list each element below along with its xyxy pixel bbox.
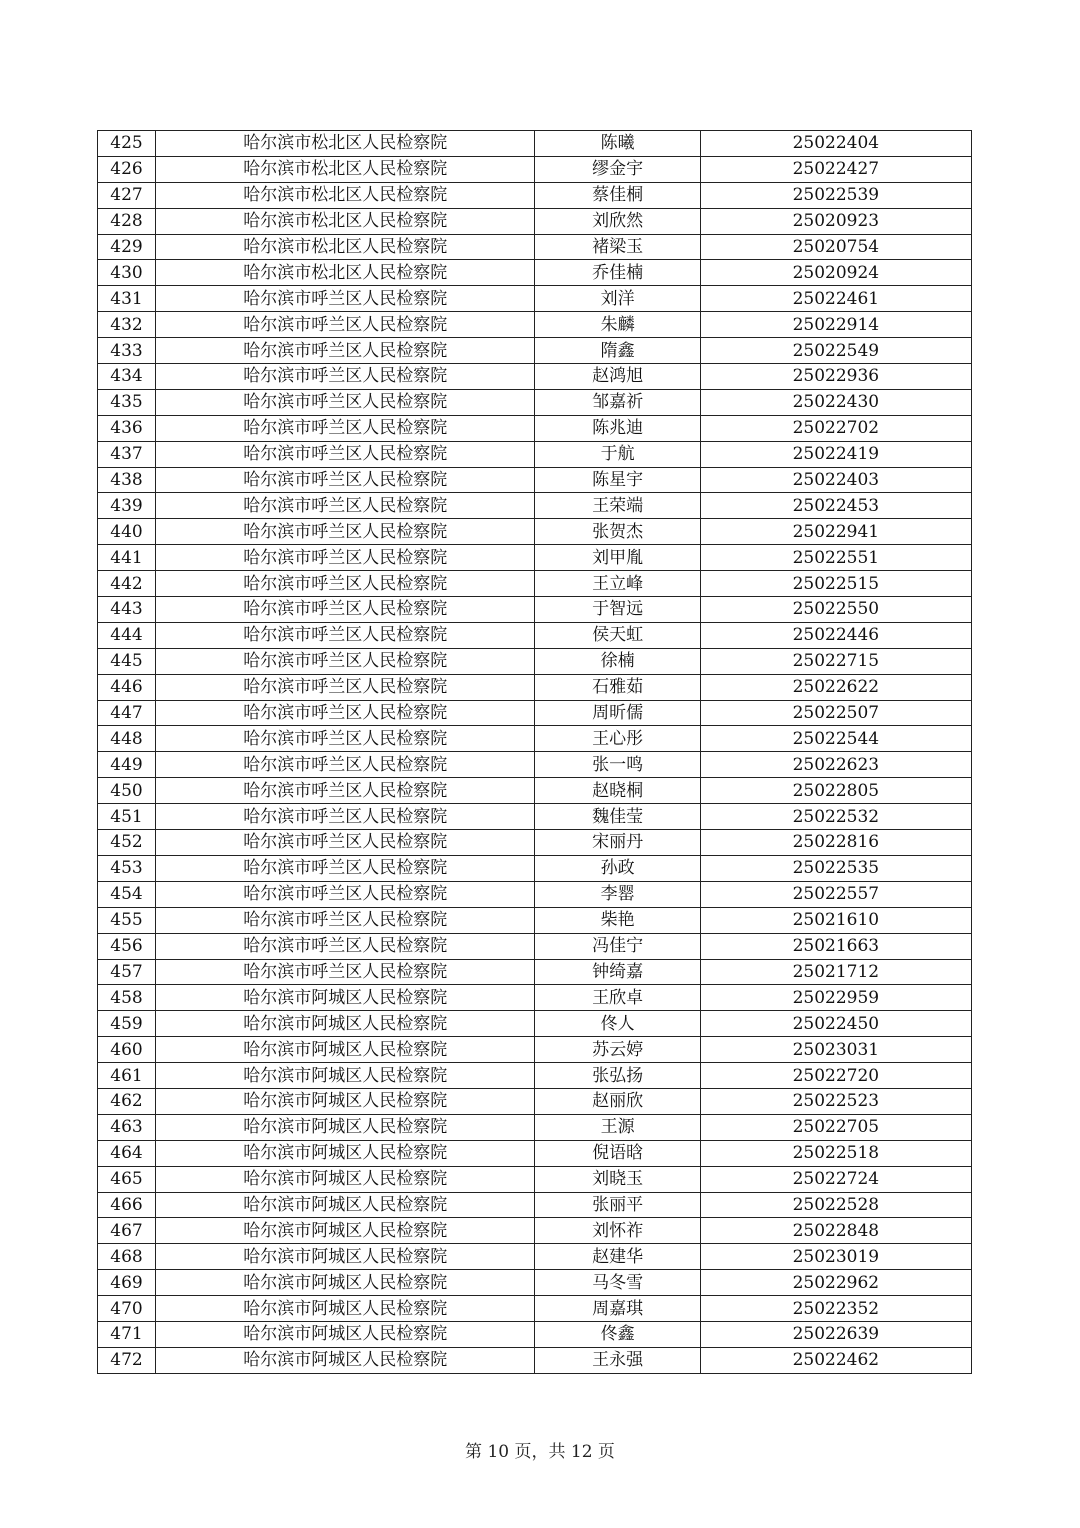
person-name-cell: 乔佳楠 (535, 260, 700, 286)
row-number-cell: 444 (98, 622, 156, 648)
unit-name-cell: 哈尔滨市阿城区人民检察院 (156, 1063, 535, 1089)
table-row (98, 700, 972, 726)
table-row (98, 907, 972, 933)
person-name-cell: 周嘉琪 (535, 1296, 700, 1322)
unit-name-cell: 哈尔滨市呼兰区人民检察院 (156, 571, 535, 597)
unit-name-cell: 哈尔滨市呼兰区人民检察院 (156, 881, 535, 907)
row-number-cell: 456 (98, 933, 156, 959)
table-row (98, 1037, 972, 1063)
person-name-cell: 马冬雪 (535, 1270, 700, 1296)
person-name-cell: 朱麟 (535, 312, 700, 338)
person-name-cell: 陈星宇 (535, 467, 700, 493)
person-name-cell: 钟绮嘉 (535, 959, 700, 985)
unit-name-cell: 哈尔滨市呼兰区人民检察院 (156, 674, 535, 700)
row-number-cell: 461 (98, 1063, 156, 1089)
table-row (98, 545, 972, 571)
table-row (98, 519, 972, 545)
row-number-cell: 468 (98, 1244, 156, 1270)
exam-id-cell: 25022848 (700, 1218, 971, 1244)
table-row (98, 1140, 972, 1166)
person-name-cell: 缪金宇 (535, 156, 700, 182)
table-row (98, 260, 972, 286)
exam-id-cell: 25022461 (700, 286, 971, 312)
table-row (98, 1166, 972, 1192)
unit-name-cell: 哈尔滨市呼兰区人民检察院 (156, 752, 535, 778)
person-name-cell: 王立峰 (535, 571, 700, 597)
person-name-cell: 王源 (535, 1114, 700, 1140)
table-row (98, 312, 972, 338)
unit-name-cell: 哈尔滨市阿城区人民检察院 (156, 1011, 535, 1037)
exam-id-cell: 25022430 (700, 389, 971, 415)
row-number-cell: 437 (98, 441, 156, 467)
exam-id-cell: 25020754 (700, 234, 971, 260)
row-number-cell: 436 (98, 415, 156, 441)
exam-id-cell: 25022549 (700, 338, 971, 364)
table-row (98, 985, 972, 1011)
row-number-cell: 448 (98, 726, 156, 752)
exam-id-cell: 25022535 (700, 855, 971, 881)
unit-name-cell: 哈尔滨市松北区人民检察院 (156, 234, 535, 260)
row-number-cell: 459 (98, 1011, 156, 1037)
person-name-cell: 赵晓桐 (535, 778, 700, 804)
row-number-cell: 452 (98, 830, 156, 856)
unit-name-cell: 哈尔滨市阿城区人民检察院 (156, 1114, 535, 1140)
unit-name-cell: 哈尔滨市呼兰区人民检察院 (156, 778, 535, 804)
table-row (98, 1011, 972, 1037)
row-number-cell: 445 (98, 648, 156, 674)
person-name-cell: 王永强 (535, 1347, 700, 1373)
exam-id-cell: 25022450 (700, 1011, 971, 1037)
row-number-cell: 426 (98, 156, 156, 182)
table-row (98, 364, 972, 390)
table-row (98, 1244, 972, 1270)
exam-id-cell: 25022528 (700, 1192, 971, 1218)
person-name-cell: 苏云婷 (535, 1037, 700, 1063)
table-row (98, 1063, 972, 1089)
row-number-cell: 427 (98, 182, 156, 208)
row-number-cell: 439 (98, 493, 156, 519)
exam-id-cell: 25022352 (700, 1296, 971, 1322)
table-row (98, 156, 972, 182)
row-number-cell: 463 (98, 1114, 156, 1140)
table-row (98, 1114, 972, 1140)
exam-id-cell: 25022551 (700, 545, 971, 571)
table-row (98, 648, 972, 674)
person-name-cell: 隋鑫 (535, 338, 700, 364)
table-row (98, 1192, 972, 1218)
exam-id-cell: 25022557 (700, 881, 971, 907)
unit-name-cell: 哈尔滨市呼兰区人民检察院 (156, 648, 535, 674)
exam-id-cell: 25022805 (700, 778, 971, 804)
table-row (98, 959, 972, 985)
table-row (98, 493, 972, 519)
person-name-cell: 王荣端 (535, 493, 700, 519)
exam-id-cell: 25022427 (700, 156, 971, 182)
exam-id-cell: 25023031 (700, 1037, 971, 1063)
row-number-cell: 450 (98, 778, 156, 804)
table-row (98, 571, 972, 597)
unit-name-cell: 哈尔滨市阿城区人民检察院 (156, 1088, 535, 1114)
row-number-cell: 458 (98, 985, 156, 1011)
unit-name-cell: 哈尔滨市松北区人民检察院 (156, 260, 535, 286)
table-row (98, 338, 972, 364)
unit-name-cell: 哈尔滨市呼兰区人民检察院 (156, 338, 535, 364)
person-name-cell: 倪语晗 (535, 1140, 700, 1166)
person-name-cell: 刘甲胤 (535, 545, 700, 571)
unit-name-cell: 哈尔滨市阿城区人民检察院 (156, 1244, 535, 1270)
exam-id-cell: 25022623 (700, 752, 971, 778)
row-number-cell: 431 (98, 286, 156, 312)
table-row (98, 830, 972, 856)
unit-name-cell: 哈尔滨市阿城区人民检察院 (156, 1037, 535, 1063)
table-row (98, 389, 972, 415)
person-name-cell: 宋丽丹 (535, 830, 700, 856)
person-name-cell: 孙政 (535, 855, 700, 881)
exam-id-cell: 25022622 (700, 674, 971, 700)
row-number-cell: 449 (98, 752, 156, 778)
person-name-cell: 邹嘉祈 (535, 389, 700, 415)
exam-id-cell: 25022453 (700, 493, 971, 519)
unit-name-cell: 哈尔滨市呼兰区人民检察院 (156, 493, 535, 519)
person-name-cell: 陈曦 (535, 131, 700, 157)
unit-name-cell: 哈尔滨市阿城区人民检察院 (156, 1321, 535, 1347)
row-number-cell: 457 (98, 959, 156, 985)
exam-id-cell: 25022941 (700, 519, 971, 545)
person-name-cell: 王心彤 (535, 726, 700, 752)
row-number-cell: 447 (98, 700, 156, 726)
row-number-cell: 462 (98, 1088, 156, 1114)
exam-id-cell: 25022446 (700, 622, 971, 648)
person-name-cell: 刘欣然 (535, 208, 700, 234)
table-row (98, 441, 972, 467)
person-name-cell: 张丽平 (535, 1192, 700, 1218)
table-row (98, 933, 972, 959)
unit-name-cell: 哈尔滨市阿城区人民检察院 (156, 1270, 535, 1296)
table-row (98, 1270, 972, 1296)
row-number-cell: 443 (98, 597, 156, 623)
row-number-cell: 472 (98, 1347, 156, 1373)
table-row (98, 415, 972, 441)
table-row (98, 1088, 972, 1114)
person-name-cell: 王欣卓 (535, 985, 700, 1011)
person-name-cell: 张一鸣 (535, 752, 700, 778)
unit-name-cell: 哈尔滨市阿城区人民检察院 (156, 1218, 535, 1244)
exam-id-cell: 25021712 (700, 959, 971, 985)
row-number-cell: 446 (98, 674, 156, 700)
row-number-cell: 438 (98, 467, 156, 493)
row-number-cell: 453 (98, 855, 156, 881)
unit-name-cell: 哈尔滨市松北区人民检察院 (156, 156, 535, 182)
exam-id-cell: 25022532 (700, 804, 971, 830)
exam-id-cell: 25022715 (700, 648, 971, 674)
row-number-cell: 435 (98, 389, 156, 415)
exam-id-cell: 25022419 (700, 441, 971, 467)
row-number-cell: 465 (98, 1166, 156, 1192)
row-number-cell: 430 (98, 260, 156, 286)
row-number-cell: 441 (98, 545, 156, 571)
roster-body (98, 131, 972, 1374)
exam-id-cell: 25022507 (700, 700, 971, 726)
person-name-cell: 佟人 (535, 1011, 700, 1037)
unit-name-cell: 哈尔滨市呼兰区人民检察院 (156, 907, 535, 933)
exam-id-cell: 25022639 (700, 1321, 971, 1347)
table-row (98, 1321, 972, 1347)
person-name-cell: 张贺杰 (535, 519, 700, 545)
unit-name-cell: 哈尔滨市阿城区人民检察院 (156, 1296, 535, 1322)
person-name-cell: 刘怀祚 (535, 1218, 700, 1244)
table-row (98, 674, 972, 700)
exam-id-cell: 25020923 (700, 208, 971, 234)
unit-name-cell: 哈尔滨市呼兰区人民检察院 (156, 726, 535, 752)
exam-id-cell: 25022544 (700, 726, 971, 752)
unit-name-cell: 哈尔滨市阿城区人民检察院 (156, 1140, 535, 1166)
table-row (98, 1296, 972, 1322)
exam-id-cell: 25022720 (700, 1063, 971, 1089)
unit-name-cell: 哈尔滨市阿城区人民检察院 (156, 985, 535, 1011)
exam-id-cell: 25022404 (700, 131, 971, 157)
person-name-cell: 于智远 (535, 597, 700, 623)
roster-table (97, 130, 972, 1374)
exam-id-cell: 25020924 (700, 260, 971, 286)
exam-id-cell: 25022724 (700, 1166, 971, 1192)
table-row (98, 804, 972, 830)
person-name-cell: 蔡佳桐 (535, 182, 700, 208)
row-number-cell: 464 (98, 1140, 156, 1166)
person-name-cell: 魏佳莹 (535, 804, 700, 830)
unit-name-cell: 哈尔滨市呼兰区人民检察院 (156, 286, 535, 312)
page-number-footer: 第 10 页，共 12 页 (465, 1442, 615, 1462)
unit-name-cell: 哈尔滨市呼兰区人民检察院 (156, 622, 535, 648)
exam-id-cell: 25022539 (700, 182, 971, 208)
row-number-cell: 434 (98, 364, 156, 390)
exam-id-cell: 25021663 (700, 933, 971, 959)
unit-name-cell: 哈尔滨市呼兰区人民检察院 (156, 364, 535, 390)
unit-name-cell: 哈尔滨市呼兰区人民检察院 (156, 804, 535, 830)
exam-id-cell: 25022936 (700, 364, 971, 390)
person-name-cell: 石雅茹 (535, 674, 700, 700)
person-name-cell: 佟鑫 (535, 1321, 700, 1347)
table-row (98, 467, 972, 493)
unit-name-cell: 哈尔滨市呼兰区人民检察院 (156, 700, 535, 726)
person-name-cell: 刘洋 (535, 286, 700, 312)
row-number-cell: 454 (98, 881, 156, 907)
row-number-cell: 428 (98, 208, 156, 234)
exam-id-cell: 25023019 (700, 1244, 971, 1270)
table-row (98, 597, 972, 623)
unit-name-cell: 哈尔滨市呼兰区人民检察院 (156, 312, 535, 338)
exam-id-cell: 25022816 (700, 830, 971, 856)
row-number-cell: 455 (98, 907, 156, 933)
unit-name-cell: 哈尔滨市松北区人民检察院 (156, 131, 535, 157)
table-row (98, 182, 972, 208)
person-name-cell: 冯佳宁 (535, 933, 700, 959)
unit-name-cell: 哈尔滨市阿城区人民检察院 (156, 1347, 535, 1373)
row-number-cell: 460 (98, 1037, 156, 1063)
table-row (98, 131, 972, 157)
exam-id-cell: 25022550 (700, 597, 971, 623)
exam-id-cell: 25022705 (700, 1114, 971, 1140)
exam-id-cell: 25022959 (700, 985, 971, 1011)
person-name-cell: 赵丽欣 (535, 1088, 700, 1114)
person-name-cell: 李罂 (535, 881, 700, 907)
exam-id-cell: 25022518 (700, 1140, 971, 1166)
table-row (98, 855, 972, 881)
exam-id-cell: 25022523 (700, 1088, 971, 1114)
row-number-cell: 471 (98, 1321, 156, 1347)
person-name-cell: 褚梁玉 (535, 234, 700, 260)
exam-id-cell: 25022962 (700, 1270, 971, 1296)
table-row (98, 208, 972, 234)
exam-id-cell: 25022403 (700, 467, 971, 493)
table-row (98, 778, 972, 804)
person-name-cell: 赵建华 (535, 1244, 700, 1270)
table-row (98, 1218, 972, 1244)
exam-id-cell: 25022515 (700, 571, 971, 597)
unit-name-cell: 哈尔滨市呼兰区人民检察院 (156, 389, 535, 415)
table-row (98, 881, 972, 907)
row-number-cell: 469 (98, 1270, 156, 1296)
exam-id-cell: 25022914 (700, 312, 971, 338)
unit-name-cell: 哈尔滨市松北区人民检察院 (156, 182, 535, 208)
person-name-cell: 柴艳 (535, 907, 700, 933)
person-name-cell: 侯天虹 (535, 622, 700, 648)
person-name-cell: 刘晓玉 (535, 1166, 700, 1192)
unit-name-cell: 哈尔滨市阿城区人民检察院 (156, 1192, 535, 1218)
row-number-cell: 451 (98, 804, 156, 830)
unit-name-cell: 哈尔滨市呼兰区人民检察院 (156, 519, 535, 545)
unit-name-cell: 哈尔滨市呼兰区人民检察院 (156, 855, 535, 881)
exam-id-cell: 25022702 (700, 415, 971, 441)
person-name-cell: 周昕儒 (535, 700, 700, 726)
unit-name-cell: 哈尔滨市松北区人民检察院 (156, 208, 535, 234)
row-number-cell: 432 (98, 312, 156, 338)
table-row (98, 286, 972, 312)
exam-id-cell: 25021610 (700, 907, 971, 933)
person-name-cell: 赵鸿旭 (535, 364, 700, 390)
table-row (98, 234, 972, 260)
person-name-cell: 徐楠 (535, 648, 700, 674)
person-name-cell: 陈兆迪 (535, 415, 700, 441)
person-name-cell: 张弘扬 (535, 1063, 700, 1089)
row-number-cell: 429 (98, 234, 156, 260)
row-number-cell: 425 (98, 131, 156, 157)
row-number-cell: 467 (98, 1218, 156, 1244)
table-row (98, 1347, 972, 1373)
row-number-cell: 470 (98, 1296, 156, 1322)
unit-name-cell: 哈尔滨市呼兰区人民检察院 (156, 830, 535, 856)
unit-name-cell: 哈尔滨市呼兰区人民检察院 (156, 959, 535, 985)
person-name-cell: 于航 (535, 441, 700, 467)
row-number-cell: 466 (98, 1192, 156, 1218)
unit-name-cell: 哈尔滨市呼兰区人民检察院 (156, 545, 535, 571)
row-number-cell: 442 (98, 571, 156, 597)
exam-id-cell: 25022462 (700, 1347, 971, 1373)
unit-name-cell: 哈尔滨市呼兰区人民检察院 (156, 467, 535, 493)
unit-name-cell: 哈尔滨市呼兰区人民检察院 (156, 933, 535, 959)
row-number-cell: 440 (98, 519, 156, 545)
unit-name-cell: 哈尔滨市呼兰区人民检察院 (156, 415, 535, 441)
table-row (98, 726, 972, 752)
row-number-cell: 433 (98, 338, 156, 364)
unit-name-cell: 哈尔滨市呼兰区人民检察院 (156, 597, 535, 623)
unit-name-cell: 哈尔滨市阿城区人民检察院 (156, 1166, 535, 1192)
table-row (98, 622, 972, 648)
table-row (98, 752, 972, 778)
unit-name-cell: 哈尔滨市呼兰区人民检察院 (156, 441, 535, 467)
